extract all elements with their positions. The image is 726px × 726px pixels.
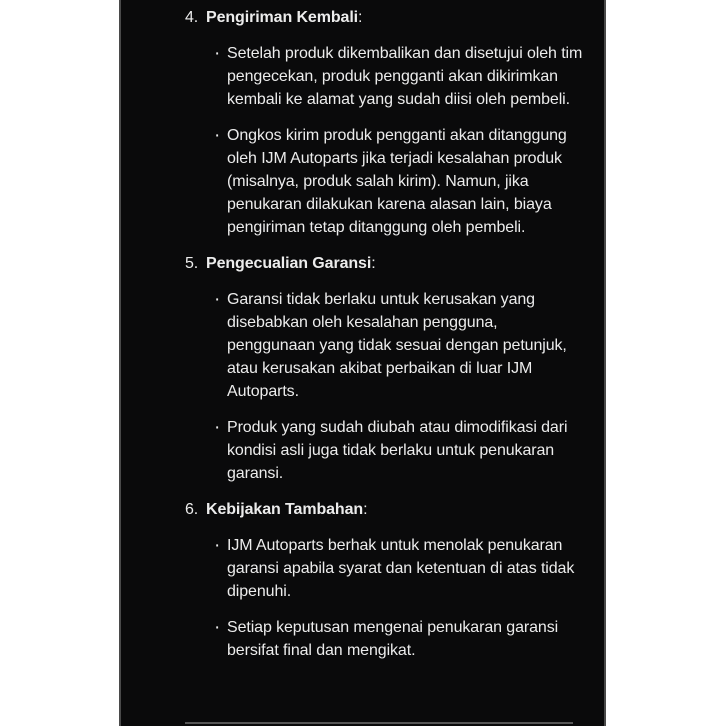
section-title-text: Pengecualian Garansi (206, 255, 372, 272)
bullet-dot-icon: · (214, 43, 221, 64)
bullet-item (214, 416, 586, 485)
section-title-colon: : (358, 9, 363, 26)
section-number: 6. (185, 501, 199, 518)
bullet-item (214, 124, 586, 239)
bullet-dot-icon: · (214, 617, 221, 638)
policy-section (185, 498, 586, 662)
policy-section (185, 252, 586, 485)
section-heading (185, 6, 586, 29)
bullet-item (214, 288, 586, 403)
section-title (206, 6, 362, 29)
bullet-dot-icon: · (214, 125, 221, 146)
bullet-item (214, 534, 586, 603)
section-heading (185, 252, 586, 275)
bullet-dot-icon: · (214, 417, 221, 438)
section-divider (185, 722, 573, 724)
bullet-text: Ongkos kirim produk pengganti akan ditanggung oleh IJM Autoparts jika terjadi kesalahan produk (misalnya, produk salah kirim). Namun, jika penukaran dilakukan karena alasan lain, biaya pengiriman tetap ditanggung oleh pembeli. (227, 127, 567, 236)
section-title-colon: : (363, 501, 368, 518)
bullet-dot-icon: · (214, 289, 221, 310)
bullet-text: IJM Autoparts berhak untuk menolak penukaran garansi apabila syarat dan ketentuan di atas tidak dipenuhi. (227, 537, 575, 600)
bullet-text: Garansi tidak berlaku untuk kerusakan yang disebabkan oleh kesalahan pengguna, penggunaan yang tidak sesuai dengan petunjuk, atau kerusakan akibat perbaikan di luar IJM Autoparts. (227, 291, 567, 400)
section-title-text: Pengiriman Kembali (206, 9, 359, 26)
section-title (206, 498, 367, 521)
section-title-colon: : (371, 255, 376, 272)
bullet-text: Setelah produk dikembalikan dan disetujui oleh tim pengecekan, produk pengganti akan dikirimkan kembali ke alamat yang sudah diisi oleh pembeli. (227, 45, 583, 108)
bullet-item (214, 616, 586, 662)
section-title (206, 252, 376, 275)
section-heading (185, 498, 586, 521)
document-body (121, 0, 604, 662)
bullet-item (214, 42, 586, 111)
section-title-text: Kebijakan Tambahan (206, 501, 364, 518)
bullet-dot-icon: · (214, 535, 221, 556)
bullet-text: Setiap keputusan mengenai penukaran garansi bersifat final dan mengikat. (227, 619, 559, 659)
notes-document-panel (119, 0, 606, 726)
section-number: 4. (185, 9, 199, 26)
policy-section (185, 6, 586, 239)
section-number: 5. (185, 255, 199, 272)
bullet-text: Produk yang sudah diubah atau dimodifikasi dari kondisi asli juga tidak berlaku untuk penukaran garansi. (227, 419, 568, 482)
